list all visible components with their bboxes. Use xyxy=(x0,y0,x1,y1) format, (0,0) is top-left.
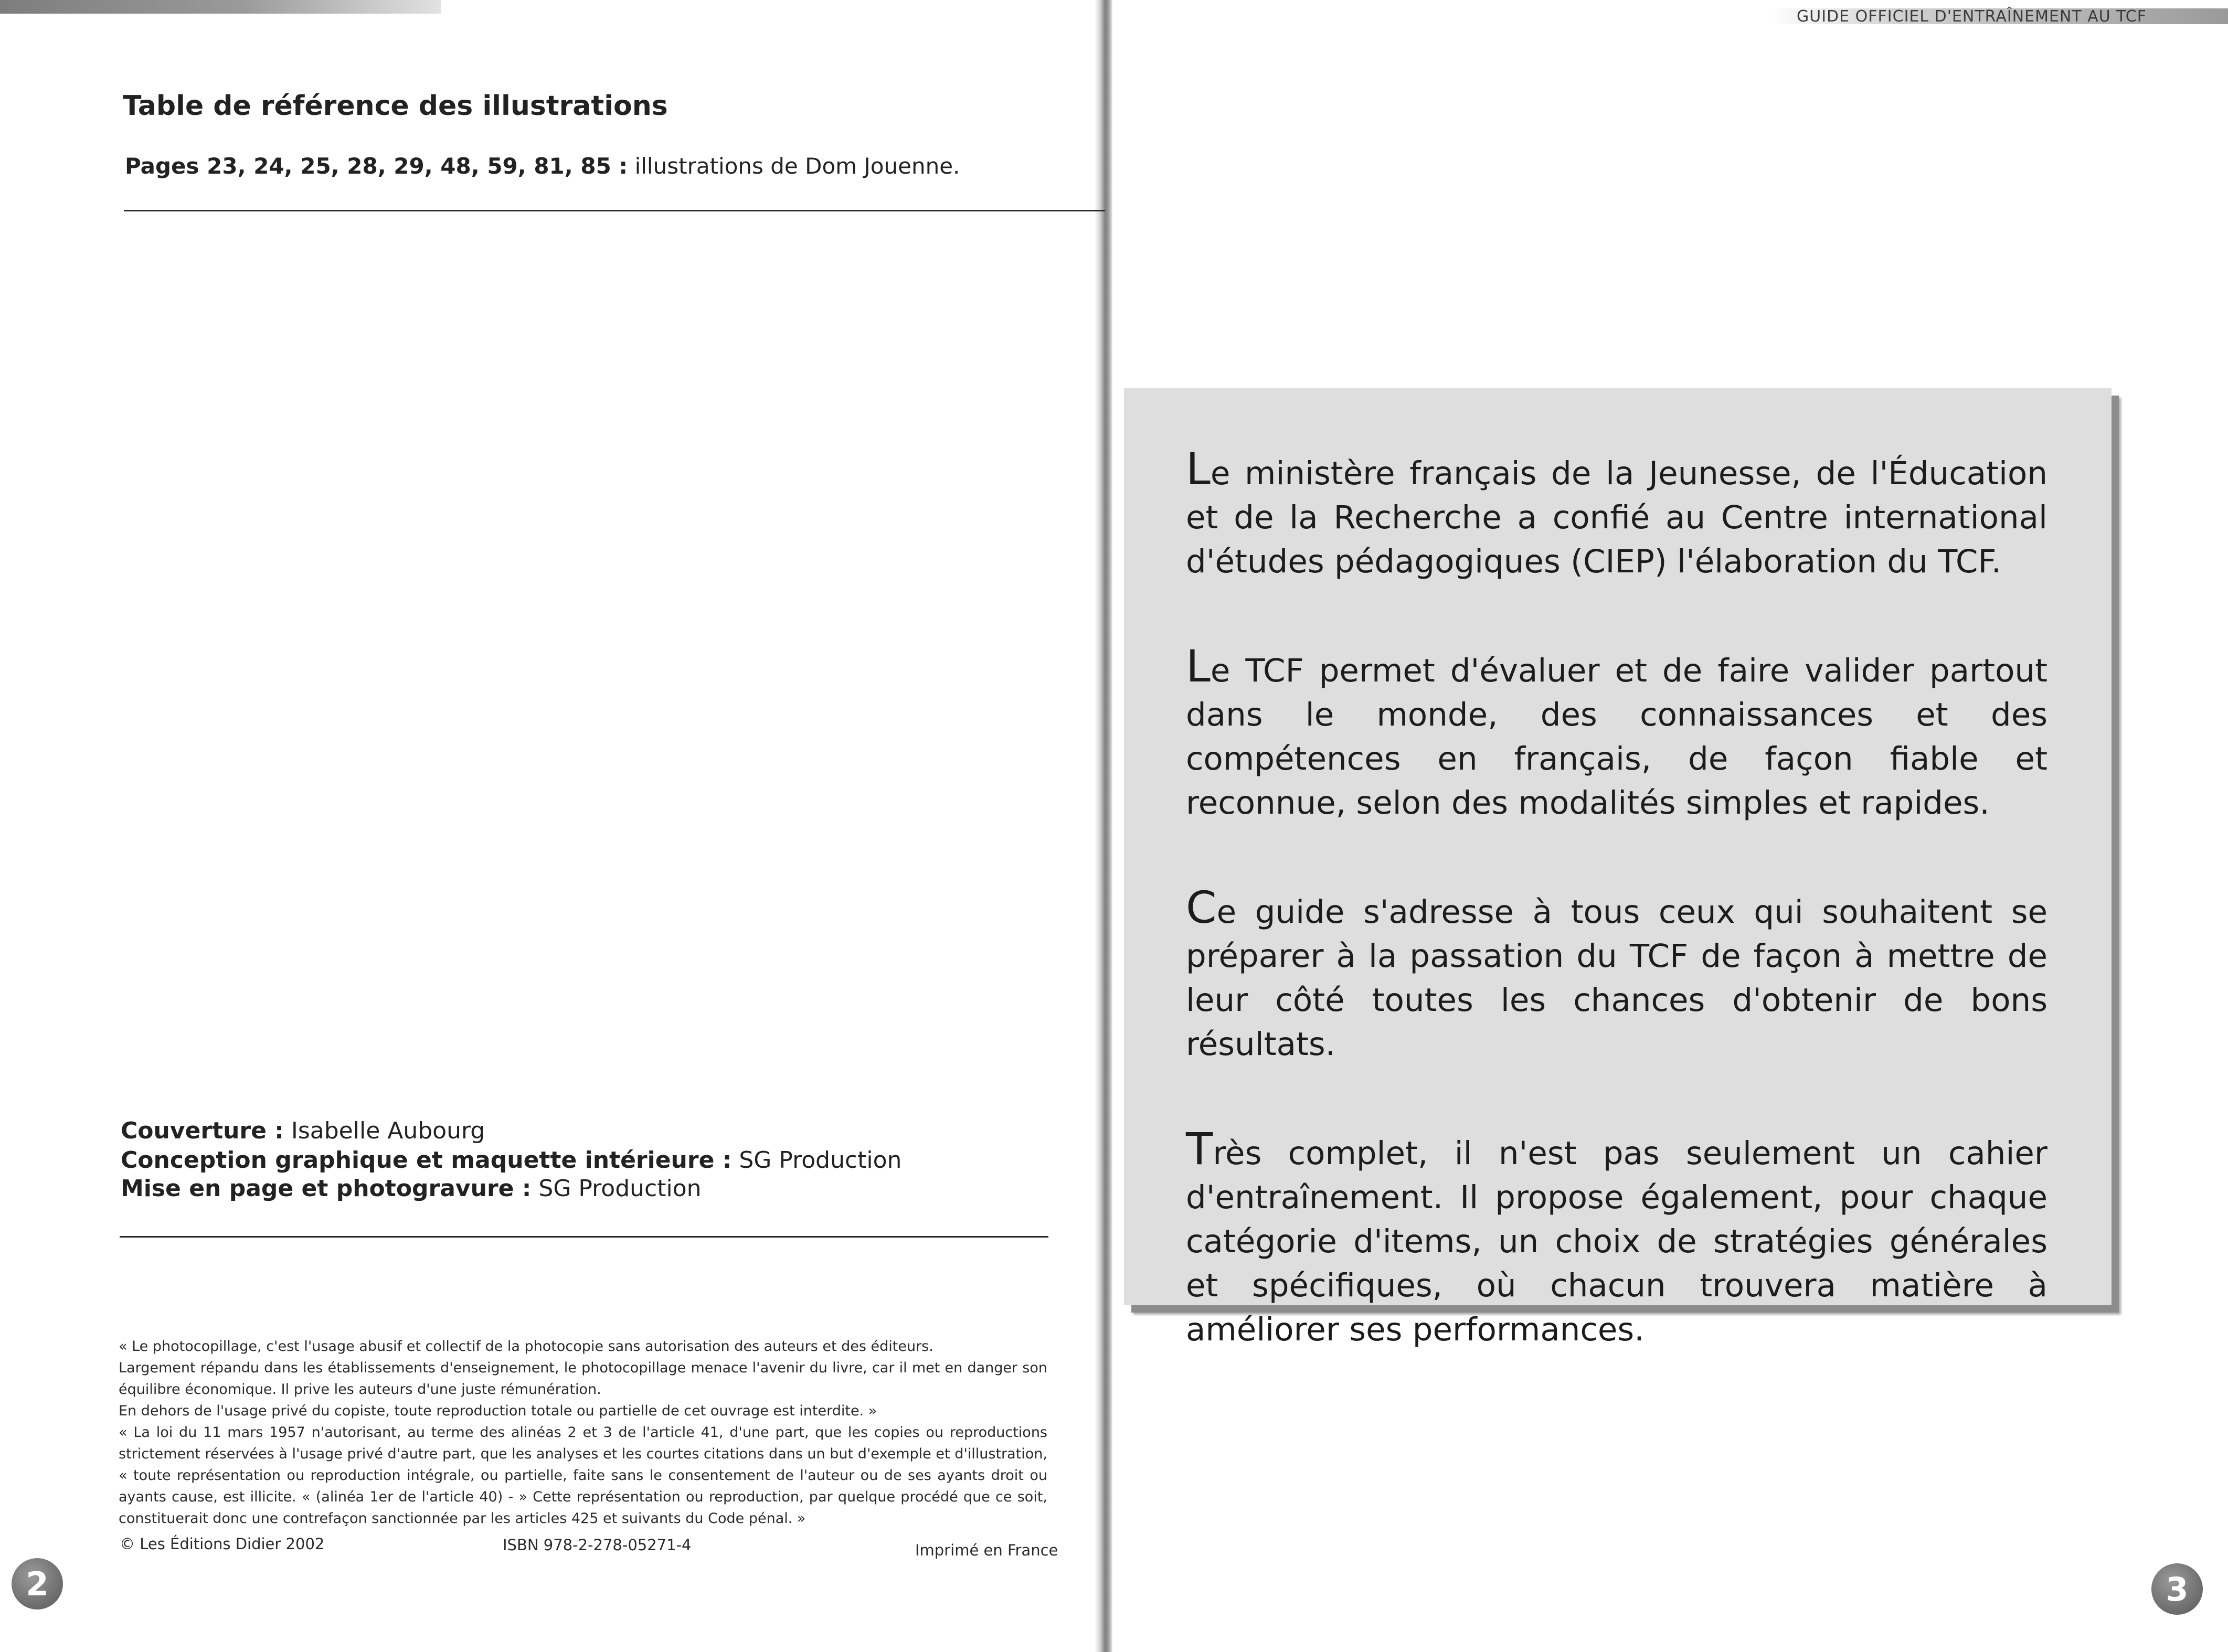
legal-paragraph: « Le photocopillage, c'est l'usage abusif et collectif de la photocopie sans autorisation des auteurs et des éditeurs. xyxy=(119,1338,933,1355)
paragraph-text: e ministère français de la Jeunesse, de l'Éducation et de la Recherche a confié au Centre international d'études pédagogiques (CIEP) l'élaboration du TCF. xyxy=(1186,455,2047,580)
page-number-badge: 2 xyxy=(12,1558,63,1610)
divider-rule xyxy=(124,210,1105,211)
isbn: ISBN 978-2-278-05271-4 xyxy=(503,1536,692,1554)
legal-paragraph: « La loi du 11 mars 1957 n'autorisant, au terme des alinéas 2 et 3 de l'article 41, d'une part, que les copies ou reproductions strictement réservées à l'usage privé d'autre part, que les analyses et les courtes citations dans un but d'exemple et d'illustration, « toute représentation ou reproduction intégrale, ou partielle, faite sans le consentement de l'auteur ou de ses ayants droit ou ayants cause, est illicite. « (alinéa 1er de l'article 40) - » Cette représentation ou reproduction, par quelque procédé que ce soit, constituerait donc une contrefaçon sanctionnée par les articles 425 et suivants du Code pénal. » xyxy=(119,1424,1047,1527)
divider-rule xyxy=(120,1236,1048,1238)
legal-paragraph: Largement répandu dans les établissements d'enseignement, le photocopillage menace l'avenir du livre, car il met en danger son équilibre économique. Il prive les auteurs d'une juste rémunération. xyxy=(119,1360,1047,1398)
copyright: © Les Éditions Didier 2002 xyxy=(120,1535,325,1553)
running-head: GUIDE OFFICIEL D'ENTRAÎNEMENT AU TCF xyxy=(1797,7,2147,26)
drop-cap: L xyxy=(1186,443,1211,495)
drop-cap: C xyxy=(1186,882,1217,933)
credit-line-design xyxy=(121,1147,901,1174)
legal-paragraph: En dehors de l'usage privé du copiste, toute reproduction totale ou partielle de cet ouvrage est interdite. » xyxy=(119,1403,877,1419)
illustrations-title: Table de référence des illustrations xyxy=(123,90,668,122)
paragraph-text: e guide s'adresse à tous ceux qui souhaitent se préparer à la passation du TCF de façon à mettre de leur côté toutes les chances d'obtenir de bons résultats. xyxy=(1186,893,2047,1063)
credit-line-layout xyxy=(121,1175,702,1202)
intro-paragraph xyxy=(1186,1123,2047,1352)
credit-line-cover xyxy=(121,1117,485,1144)
illustrations-credit: illustrations de Dom Jouenne. xyxy=(634,153,960,179)
scan-shadow-top-left xyxy=(0,0,441,14)
credit-label: Conception graphique et maquette intérieure : xyxy=(121,1147,732,1174)
drop-cap: L xyxy=(1186,641,1211,692)
credit-value: SG Production xyxy=(538,1175,702,1202)
intro-paragraph xyxy=(1186,443,2047,584)
legal-notice xyxy=(119,1336,1047,1529)
credit-label: Couverture : xyxy=(121,1117,284,1144)
drop-cap: T xyxy=(1186,1123,1213,1175)
paragraph-text: e TCF permet d'évaluer et de faire valider partout dans le monde, des connaissances et des compétences en français, de façon fiable et reconnue, selon des modalités simples et rapides. xyxy=(1186,652,2047,822)
intro-paragraph xyxy=(1186,882,2047,1067)
illustrations-pages-label: Pages 23, 24, 25, 28, 29, 48, 59, 81, 85 : xyxy=(125,153,628,179)
intro-text xyxy=(1186,443,2047,1412)
intro-paragraph xyxy=(1186,641,2047,825)
book-gutter xyxy=(1095,0,1112,1652)
illustrations-pages-line xyxy=(125,153,960,179)
credit-value: Isabelle Aubourg xyxy=(291,1117,485,1144)
printed-in: Imprimé en France xyxy=(915,1541,1058,1559)
credit-label: Mise en page et photogravure : xyxy=(121,1175,532,1202)
page-number-badge: 3 xyxy=(2151,1563,2203,1615)
paragraph-text: rès complet, il n'est pas seulement un cahier d'entraînement. Il propose également, pour chaque catégorie d'items, un choix de stratégies générales et spécifiques, où chacun trouvera matière à améliorer ses performances. xyxy=(1186,1135,2047,1348)
credit-value: SG Production xyxy=(739,1147,902,1174)
